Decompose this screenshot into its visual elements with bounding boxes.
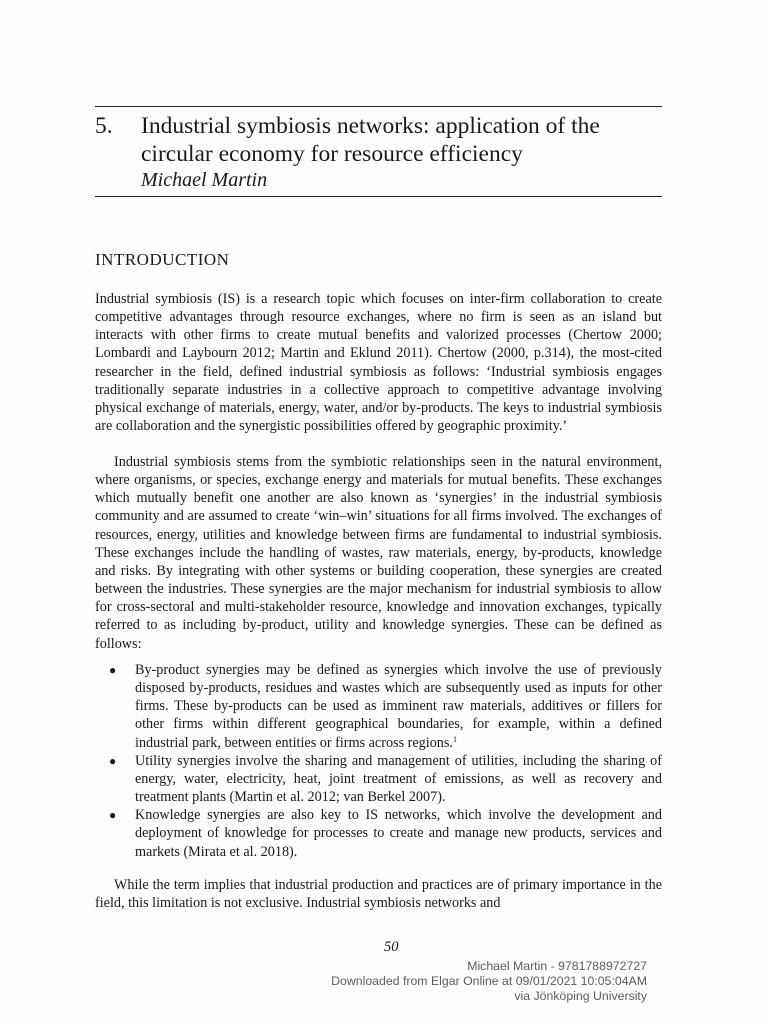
list-item	[95, 806, 662, 860]
watermark-line: Downloaded from Elgar Online at 09/01/2021 10:05:04AM	[331, 974, 647, 988]
chapter-number: 5.	[95, 113, 113, 139]
download-watermark	[331, 959, 647, 1004]
watermark-line: via Jönköping University	[514, 989, 647, 1003]
chapter-title: Industrial symbiosis networks: application of the circular economy for resource efficiency	[141, 113, 600, 167]
bullet-icon: ●	[109, 663, 117, 677]
list-item-text: Utility synergies involve the sharing and management of utilities, including the sharing of energy, water, electricity, heat, joint treatment of emissions, as well as recovery and treatment plants (Martin et al. 2012; van Berkel 2007).	[135, 752, 662, 806]
paragraph-2: Industrial symbiosis stems from the symbiotic relationships seen in the natural environment, where organisms, or species, exchange energy and materials for mutual benefits. These exchanges which mutually benefit one another are also known as ‘synergies’ in the industrial symbiosis community and are assumed to create ‘win–win’ situations for all firms involved. The exchanges of resources, energy, utilities and knowledge between firms are fundamental to industrial symbiosis. These exchanges include the handling of wastes, raw materials, energy, by-products, knowledge and risks. By integrating with other systems or building cooperation, these synergies are created between the industries. These synergies are the major mechanism for industrial symbiosis to allow for cross-sectoral and multi-stakeholder resource, knowledge and innovation exchanges, typically referred to as including by-product, utility and knowledge synergies. These can be defined as follows:	[95, 454, 662, 652]
synergy-list	[95, 661, 662, 861]
section-heading: INTRODUCTION	[95, 250, 230, 269]
chapter-author: Michael Martin	[141, 169, 268, 191]
list-item	[95, 752, 662, 806]
list-item-text: Knowledge synergies are also key to IS networks, which involve the development and deployment of knowledge for processes to create and manage new products, services and markets (Mirata et al. 2018).	[135, 807, 662, 860]
page-number: 50	[384, 939, 399, 955]
top-rule	[95, 106, 662, 107]
bottom-rule	[95, 196, 662, 197]
list-item	[95, 661, 662, 752]
list-item-text: By-product synergies may be defined as synergies which involve the use of previously disposed by-products, residues and wastes which are subsequently used as inputs for other firms. These by-products can be used as imminent raw materials, additives or fillers for other firms within different geographical boundaries, for example, within a defined industrial park, between entities or firms across regions.	[135, 662, 662, 751]
watermark-line: Michael Martin - 9781788972727	[467, 959, 647, 973]
paragraph-1: Industrial symbiosis (IS) is a research topic which focuses on inter-firm collaboration to create competitive advantages through resource exchanges, where no firm is seen as an island but interacts with other firms to create mutual benefits and valorized processes (Chertow 2000; Lombardi and Laybourn 2012; Martin and Eklund 2011). Chertow (2000, p.314), the most-cited researcher in the field, defined industrial symbiosis as follows: ‘Industrial symbiosis engages traditionally separate industries in a collective approach to competitive advantage involving physical exchange of materials, energy, water, and/or by-products. The keys to industrial symbiosis are collaboration and the synergistic possibilities offered by geographic proximity.’	[95, 291, 662, 435]
bullet-icon: ●	[109, 753, 117, 768]
paragraph-3: While the term implies that industrial production and practices are of primary importance in the field, this limitation is not exclusive. Industrial symbiosis networks and	[95, 877, 662, 912]
footnote-marker[interactable]: 1	[452, 734, 457, 744]
bullet-icon: ●	[109, 808, 117, 823]
